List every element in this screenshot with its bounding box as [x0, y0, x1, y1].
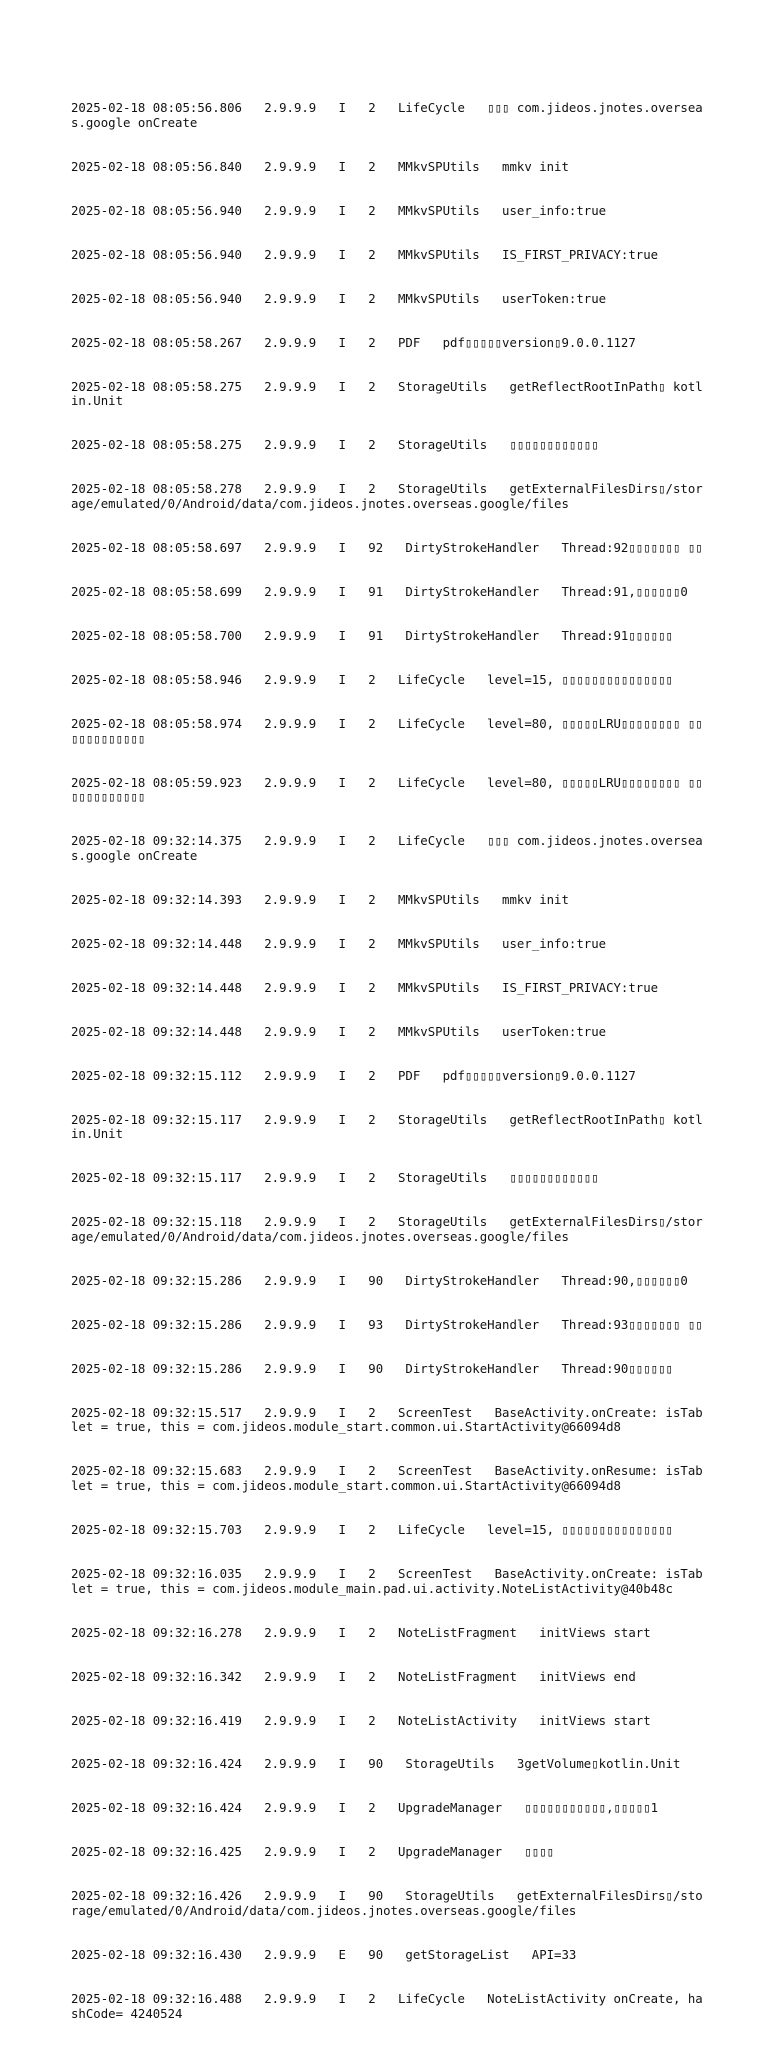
log-entry: 2025-02-18 09:32:16.425 2.9.9.9 I 2 UpgradeManager ▯▯▯▯: [71, 1845, 555, 1860]
log-entry: 2025-02-18 08:05:58.267 2.9.9.9 I 2 PDF pdf▯▯▯▯▯version▯9.0.0.1127: [71, 335, 636, 350]
log-entry: 2025-02-18 08:05:56.940 2.9.9.9 I 2 MMkvSPUtils userToken:true: [71, 291, 607, 306]
log-entry: 2025-02-18 09:32:15.112 2.9.9.9 I 2 PDF pdf▯▯▯▯▯version▯9.0.0.1127: [71, 1068, 636, 1083]
log-entry: 2025-02-18 09:32:15.703 2.9.9.9 I 2 LifeCycle level=15, ▯▯▯▯▯▯▯▯▯▯▯▯▯▯▯: [71, 1522, 673, 1537]
log-entry: 2025-02-18 08:05:56.840 2.9.9.9 I 2 MMkvSPUtils mmkv init: [71, 159, 569, 174]
log-entry: 2025-02-18 08:05:56.806 2.9.9.9 I 2 LifeCycle ▯▯▯ com.jideos.jnotes.overseas.google onCreate: [71, 101, 703, 130]
log-entry: 2025-02-18 09:32:15.117 2.9.9.9 I 2 StorageUtils ▯▯▯▯▯▯▯▯▯▯▯▯: [71, 1171, 599, 1186]
log-entry: 2025-02-18 09:32:16.342 2.9.9.9 I 2 NoteListFragment initViews end: [71, 1669, 636, 1684]
log-entry: 2025-02-18 08:05:58.946 2.9.9.9 I 2 LifeCycle level=15, ▯▯▯▯▯▯▯▯▯▯▯▯▯▯▯: [71, 672, 673, 687]
log-text: [71, 72, 703, 2048]
log-entry: 2025-02-18 08:05:56.940 2.9.9.9 I 2 MMkvSPUtils IS_FIRST_PRIVACY:true: [71, 247, 659, 262]
log-entry: 2025-02-18 08:05:58.275 2.9.9.9 I 2 StorageUtils ▯▯▯▯▯▯▯▯▯▯▯▯: [71, 438, 599, 453]
log-entry: 2025-02-18 09:32:16.035 2.9.9.9 I 2 ScreenTest BaseActivity.onCreate: isTablet = true, this = com.jideos.module_main.pad.ui.activity.NoteListActivity@40b48c: [71, 1566, 703, 1596]
log-entry: 2025-02-18 09:32:16.430 2.9.9.9 E 90 getStorageList API=33: [71, 1948, 577, 1962]
log-entry: 2025-02-18 09:32:15.118 2.9.9.9 I 2 StorageUtils getExternalFilesDirs▯/storage/emulated/0/Android/data/com.jideos.jnotes.overseas.google/files: [71, 1215, 703, 1244]
log-entry: 2025-02-18 09:32:15.286 2.9.9.9 I 90 DirtyStrokeHandler Thread:90▯▯▯▯▯▯: [71, 1361, 673, 1376]
log-entry: 2025-02-18 09:32:14.375 2.9.9.9 I 2 LifeCycle ▯▯▯ com.jideos.jnotes.overseas.google onCreate: [71, 834, 703, 863]
log-entry: 2025-02-18 09:32:16.426 2.9.9.9 I 90 StorageUtils getExternalFilesDirs▯/storage/emulated/0/Android/data/com.jideos.jnotes.overseas.google/files: [71, 1889, 703, 1919]
log-entry: 2025-02-18 08:05:58.700 2.9.9.9 I 91 DirtyStrokeHandler Thread:91▯▯▯▯▯▯: [71, 628, 673, 643]
log-entry: 2025-02-18 09:32:14.448 2.9.9.9 I 2 MMkvSPUtils userToken:true: [71, 1024, 607, 1039]
log-entry: 2025-02-18 08:05:59.923 2.9.9.9 I 2 LifeCycle level=80, ▯▯▯▯▯LRU▯▯▯▯▯▯▯▯ ▯▯▯▯▯▯▯▯▯▯▯▯: [71, 775, 703, 805]
log-entry: 2025-02-18 09:32:15.286 2.9.9.9 I 90 DirtyStrokeHandler Thread:90,▯▯▯▯▯▯0: [71, 1273, 688, 1288]
log-entry: 2025-02-18 08:05:58.278 2.9.9.9 I 2 StorageUtils getExternalFilesDirs▯/storage/emulated/0/Android/data/com.jideos.jnotes.overseas.google/files: [71, 482, 703, 512]
log-entry: 2025-02-18 09:32:16.488 2.9.9.9 I 2 LifeCycle NoteListActivity onCreate, hashCode= 4240524: [71, 1991, 703, 2021]
log-entry: 2025-02-18 09:32:15.517 2.9.9.9 I 2 ScreenTest BaseActivity.onCreate: isTablet = true, this = com.jideos.module_start.common.ui.StartActivity@66094d8: [71, 1405, 703, 1435]
log-entry: 2025-02-18 09:32:14.393 2.9.9.9 I 2 MMkvSPUtils mmkv init: [71, 892, 569, 907]
log-entry: 2025-02-18 09:32:14.448 2.9.9.9 I 2 MMkvSPUtils IS_FIRST_PRIVACY:true: [71, 980, 659, 995]
log-entry: 2025-02-18 09:32:15.286 2.9.9.9 I 93 DirtyStrokeHandler Thread:93▯▯▯▯▯▯▯ ▯▯: [71, 1317, 703, 1332]
log-entry: 2025-02-18 08:05:58.699 2.9.9.9 I 91 DirtyStrokeHandler Thread:91,▯▯▯▯▯▯0: [71, 584, 688, 599]
log-entry: 2025-02-18 08:05:56.940 2.9.9.9 I 2 MMkvSPUtils user_info:true: [71, 203, 607, 218]
log-entry: 2025-02-18 09:32:16.424 2.9.9.9 I 90 StorageUtils 3getVolume▯kotlin.Unit: [71, 1757, 681, 1772]
log-entry: 2025-02-18 08:05:58.275 2.9.9.9 I 2 StorageUtils getReflectRootInPath▯ kotlin.Unit: [71, 379, 703, 409]
log-entry: 2025-02-18 09:32:16.278 2.9.9.9 I 2 NoteListFragment initViews start: [71, 1625, 651, 1640]
log-entry: 2025-02-18 08:05:58.697 2.9.9.9 I 92 DirtyStrokeHandler Thread:92▯▯▯▯▯▯▯ ▯▯: [71, 541, 703, 555]
log-entry: 2025-02-18 09:32:14.448 2.9.9.9 I 2 MMkvSPUtils user_info:true: [71, 936, 607, 951]
log-entry: 2025-02-18 09:32:16.419 2.9.9.9 I 2 NoteListActivity initViews start: [71, 1713, 651, 1728]
log-entry: 2025-02-18 09:32:16.424 2.9.9.9 I 2 UpgradeManager ▯▯▯▯▯▯▯▯▯▯▯,▯▯▯▯▯1: [71, 1801, 659, 1816]
log-entry: 2025-02-18 08:05:58.974 2.9.9.9 I 2 LifeCycle level=80, ▯▯▯▯▯LRU▯▯▯▯▯▯▯▯ ▯▯▯▯▯▯▯▯▯▯▯▯: [71, 716, 703, 746]
log-entry: 2025-02-18 09:32:15.117 2.9.9.9 I 2 StorageUtils getReflectRootInPath▯ kotlin.Unit: [71, 1112, 703, 1142]
log-entry: 2025-02-18 09:32:15.683 2.9.9.9 I 2 ScreenTest BaseActivity.onResume: isTablet = true, this = com.jideos.module_start.common.ui.StartActivity@66094d8: [71, 1464, 703, 1493]
